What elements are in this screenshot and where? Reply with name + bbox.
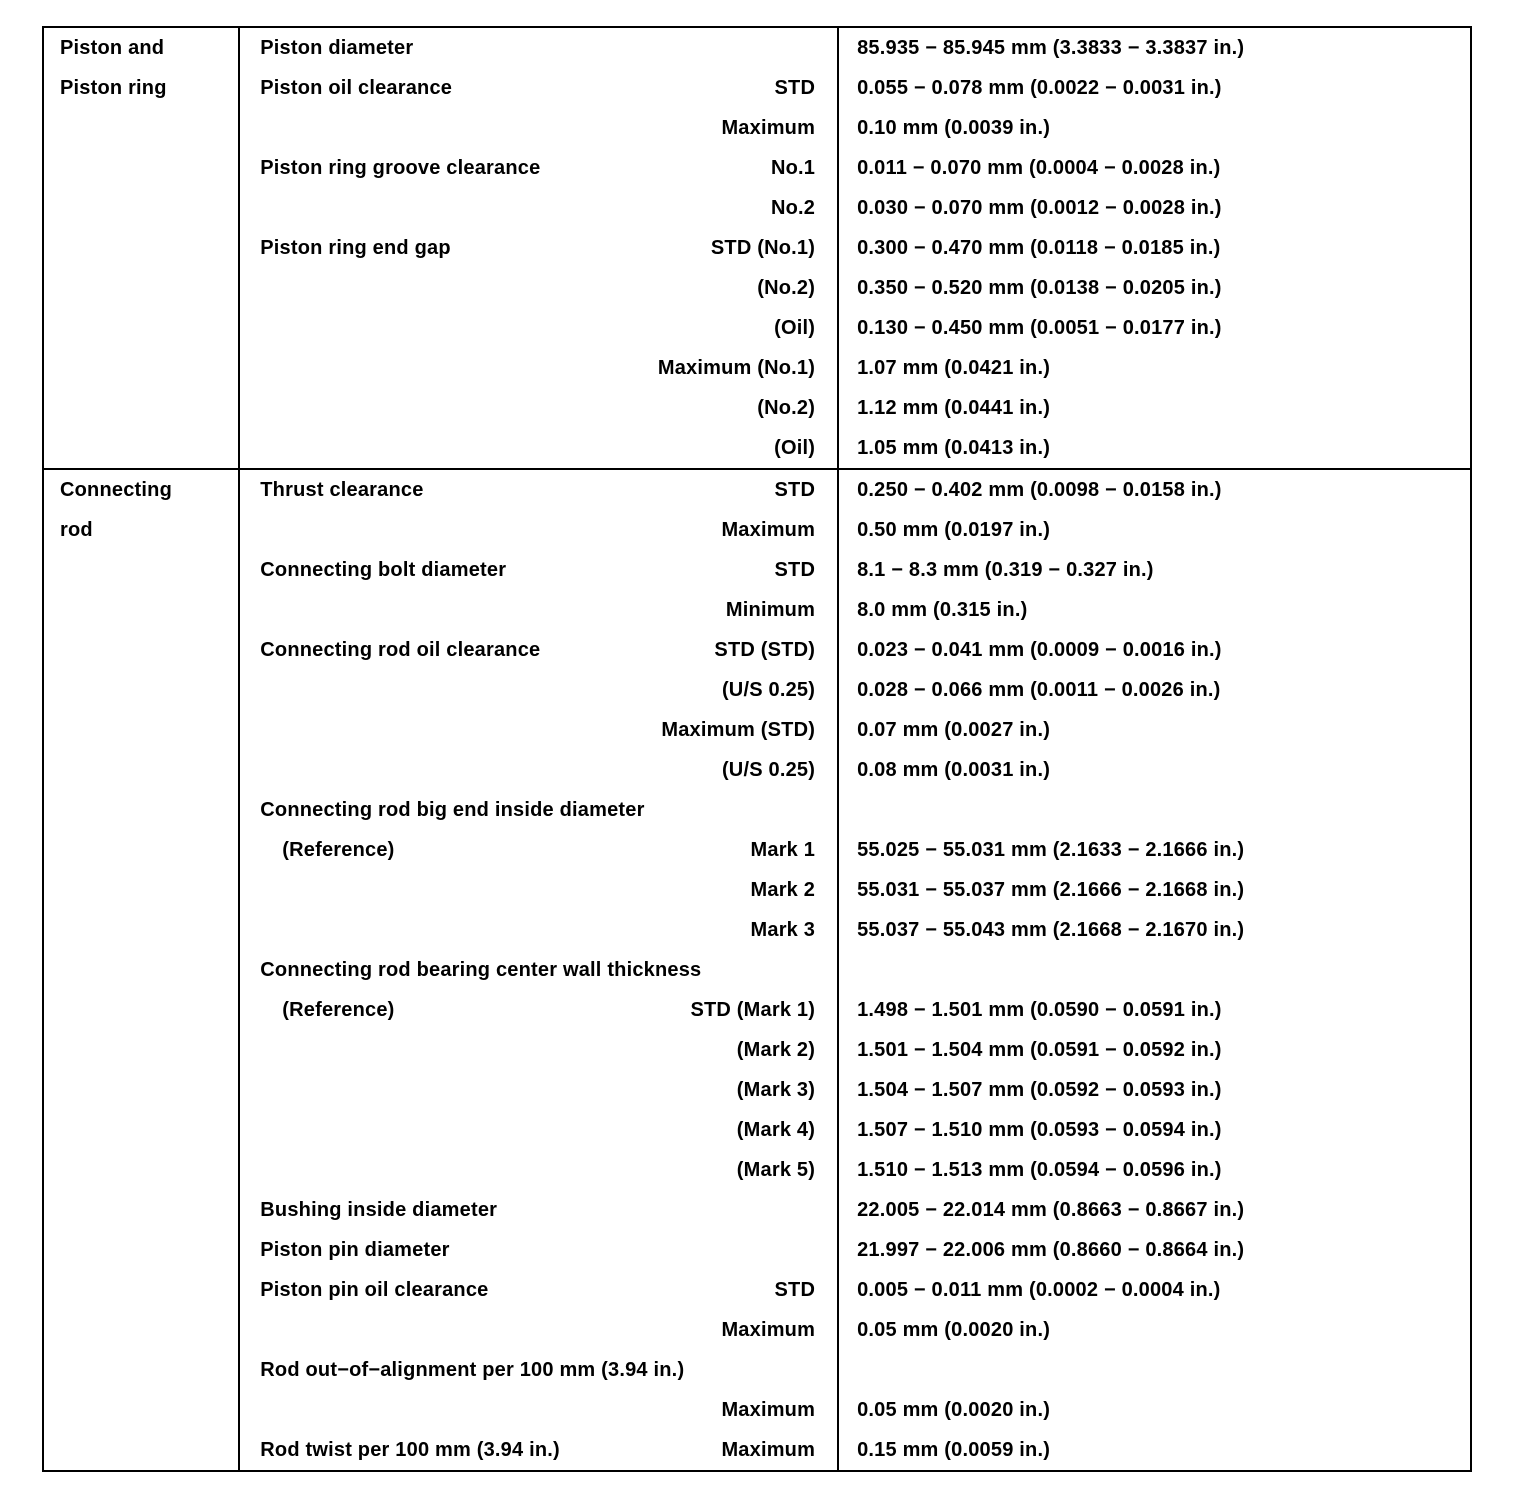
item-cell xyxy=(239,1150,838,1190)
item-cell xyxy=(239,1430,838,1471)
table-row xyxy=(43,108,1471,148)
spec-condition: Minimum xyxy=(725,599,816,621)
section-cell xyxy=(43,308,239,348)
section-cell xyxy=(43,1390,239,1430)
value-cell xyxy=(838,428,1471,469)
spec-value: 0.15 mm (0.0059 in.) xyxy=(857,1439,1051,1461)
section-cell xyxy=(43,1190,239,1230)
spec-value: 0.300 − 0.470 mm (0.0118 − 0.0185 in.) xyxy=(857,237,1221,259)
value-cell xyxy=(838,710,1471,750)
table-row xyxy=(43,1310,1471,1350)
spec-condition: (Mark 2) xyxy=(736,1039,816,1061)
table-row xyxy=(43,1390,1471,1430)
spec-value xyxy=(839,1350,1470,1390)
table-row xyxy=(43,590,1471,630)
section-cell xyxy=(43,710,239,750)
spec-condition: (U/S 0.25) xyxy=(721,759,816,781)
spec-table xyxy=(42,26,1472,1472)
table-row xyxy=(43,510,1471,550)
section-cell xyxy=(43,670,239,710)
item-cell xyxy=(239,1070,838,1110)
value-cell xyxy=(838,1190,1471,1230)
table-row xyxy=(43,750,1471,790)
table-row xyxy=(43,1190,1471,1230)
table-row xyxy=(43,308,1471,348)
value-cell xyxy=(838,510,1471,550)
spec-item-label: Connecting rod big end inside diameter xyxy=(260,799,645,821)
spec-condition: STD xyxy=(774,1279,816,1301)
item-cell xyxy=(239,510,838,550)
table-row xyxy=(43,388,1471,428)
spec-condition: Maximum xyxy=(721,1319,816,1341)
value-cell xyxy=(838,148,1471,188)
item-cell xyxy=(239,670,838,710)
value-cell xyxy=(838,790,1471,830)
spec-condition: (Oil) xyxy=(774,437,816,459)
item-cell xyxy=(239,910,838,950)
value-cell xyxy=(838,990,1471,1030)
table-row xyxy=(43,870,1471,910)
item-cell xyxy=(239,1310,838,1350)
spec-condition: (No.2) xyxy=(757,397,816,419)
table-row xyxy=(43,630,1471,670)
section-cell xyxy=(43,348,239,388)
spec-item-label: Piston ring groove clearance xyxy=(260,157,541,179)
item-cell xyxy=(239,228,838,268)
item-cell xyxy=(239,550,838,590)
value-cell xyxy=(838,1310,1471,1350)
spec-value: 0.005 − 0.011 mm (0.0002 − 0.0004 in.) xyxy=(857,1279,1221,1301)
table-row xyxy=(43,990,1471,1030)
spec-condition: (Oil) xyxy=(774,317,816,339)
table-row xyxy=(43,1030,1471,1070)
value-cell xyxy=(838,188,1471,228)
item-cell xyxy=(239,1270,838,1310)
section-cell xyxy=(43,188,239,228)
item-cell xyxy=(239,27,838,68)
value-cell xyxy=(838,1110,1471,1150)
table-row xyxy=(43,348,1471,388)
spec-condition: Maximum xyxy=(721,1439,816,1461)
item-cell xyxy=(239,148,838,188)
table-row xyxy=(43,1350,1471,1390)
spec-condition: Maximum xyxy=(721,1399,816,1421)
spec-condition: Mark 3 xyxy=(750,919,816,941)
spec-value: 0.05 mm (0.0020 in.) xyxy=(857,1319,1051,1341)
item-cell xyxy=(239,1350,838,1390)
value-cell xyxy=(838,950,1471,990)
table-row xyxy=(43,148,1471,188)
item-cell xyxy=(239,750,838,790)
table-row xyxy=(43,1150,1471,1190)
spec-condition: (Mark 3) xyxy=(736,1079,816,1101)
spec-condition: STD (STD) xyxy=(714,639,816,661)
value-cell xyxy=(838,348,1471,388)
spec-condition: (No.2) xyxy=(757,277,816,299)
section-cell xyxy=(43,1070,239,1110)
spec-item-label: Rod twist per 100 mm (3.94 in.) xyxy=(260,1439,560,1461)
item-cell xyxy=(239,590,838,630)
value-cell xyxy=(838,670,1471,710)
spec-value: 0.250 − 0.402 mm (0.0098 − 0.0158 in.) xyxy=(857,479,1222,501)
spec-condition: STD (No.1) xyxy=(710,237,816,259)
table-row xyxy=(43,228,1471,268)
spec-condition: Maximum (No.1) xyxy=(657,357,816,379)
item-cell xyxy=(239,1190,838,1230)
spec-value: 55.037 − 55.043 mm (2.1668 − 2.1670 in.) xyxy=(857,919,1245,941)
section-cell xyxy=(43,108,239,148)
value-cell xyxy=(838,590,1471,630)
spec-value: 0.028 − 0.066 mm (0.0011 − 0.0026 in.) xyxy=(857,679,1221,701)
spec-value: 0.10 mm (0.0039 in.) xyxy=(857,117,1051,139)
value-cell xyxy=(838,750,1471,790)
item-cell xyxy=(239,870,838,910)
table-row xyxy=(43,469,1471,510)
item-cell xyxy=(239,1110,838,1150)
value-cell xyxy=(838,870,1471,910)
section-cell xyxy=(43,1270,239,1310)
spec-value: 0.023 − 0.041 mm (0.0009 − 0.0016 in.) xyxy=(857,639,1222,661)
value-cell xyxy=(838,1270,1471,1310)
spec-value: 8.1 − 8.3 mm (0.319 − 0.327 in.) xyxy=(857,559,1154,581)
spec-value: 0.50 mm (0.0197 in.) xyxy=(857,519,1051,541)
section-cell xyxy=(43,1110,239,1150)
value-cell xyxy=(838,910,1471,950)
section-cell xyxy=(43,1310,239,1350)
spec-value: 1.07 mm (0.0421 in.) xyxy=(857,357,1051,379)
table-row xyxy=(43,950,1471,990)
value-cell xyxy=(838,308,1471,348)
spec-condition: Maximum xyxy=(721,519,816,541)
item-cell xyxy=(239,388,838,428)
section-cell xyxy=(43,1230,239,1270)
table-row xyxy=(43,830,1471,870)
section-cell xyxy=(43,1030,239,1070)
table-row xyxy=(43,188,1471,228)
table-row xyxy=(43,790,1471,830)
item-cell xyxy=(239,188,838,228)
item-cell xyxy=(239,108,838,148)
spec-item-label: (Reference) xyxy=(282,839,395,861)
spec-condition: Mark 2 xyxy=(750,879,816,901)
section-cell xyxy=(43,1150,239,1190)
item-cell xyxy=(239,630,838,670)
spec-item-label: Piston oil clearance xyxy=(260,77,453,99)
spec-condition: Maximum (STD) xyxy=(661,719,816,741)
spec-value: 0.011 − 0.070 mm (0.0004 − 0.0028 in.) xyxy=(857,157,1221,179)
spec-value: 22.005 − 22.014 mm (0.8663 − 0.8667 in.) xyxy=(857,1199,1245,1221)
value-cell xyxy=(838,1430,1471,1471)
spec-value: 0.130 − 0.450 mm (0.0051 − 0.0177 in.) xyxy=(857,317,1222,339)
table-row xyxy=(43,1110,1471,1150)
spec-value: 0.07 mm (0.0027 in.) xyxy=(857,719,1051,741)
spec-value: 1.05 mm (0.0413 in.) xyxy=(857,437,1051,459)
spec-condition: (Mark 5) xyxy=(736,1159,816,1181)
spec-value: 1.501 − 1.504 mm (0.0591 − 0.0592 in.) xyxy=(857,1039,1222,1061)
section-cell xyxy=(43,630,239,670)
item-cell xyxy=(239,428,838,469)
spec-value: 0.05 mm (0.0020 in.) xyxy=(857,1399,1051,1421)
section-cell xyxy=(43,228,239,268)
item-cell xyxy=(239,1390,838,1430)
spec-value: 1.12 mm (0.0441 in.) xyxy=(857,397,1051,419)
spec-item-label: Piston pin oil clearance xyxy=(260,1279,489,1301)
item-cell xyxy=(239,710,838,750)
spec-condition: STD (Mark 1) xyxy=(690,999,816,1021)
section-cell xyxy=(43,510,239,550)
value-cell xyxy=(838,1390,1471,1430)
item-cell xyxy=(239,990,838,1030)
table-row xyxy=(43,428,1471,469)
spec-value: 1.504 − 1.507 mm (0.0592 − 0.0593 in.) xyxy=(857,1079,1222,1101)
item-cell xyxy=(239,68,838,108)
value-cell xyxy=(838,1030,1471,1070)
section-cell xyxy=(43,27,239,68)
table-row xyxy=(43,550,1471,590)
spec-item-label: Connecting bolt diameter xyxy=(260,559,507,581)
table-row xyxy=(43,670,1471,710)
value-cell xyxy=(838,1230,1471,1270)
spec-table-body xyxy=(43,27,1471,1471)
value-cell xyxy=(838,630,1471,670)
table-row xyxy=(43,1270,1471,1310)
spec-item-label: (Reference) xyxy=(282,999,395,1021)
section-cell xyxy=(43,268,239,308)
section-cell xyxy=(43,68,239,108)
spec-condition: (U/S 0.25) xyxy=(721,679,816,701)
value-cell xyxy=(838,550,1471,590)
item-cell xyxy=(239,1030,838,1070)
value-cell xyxy=(838,228,1471,268)
item-cell xyxy=(239,469,838,510)
value-cell xyxy=(838,268,1471,308)
table-row xyxy=(43,1230,1471,1270)
table-row xyxy=(43,268,1471,308)
table-row xyxy=(43,27,1471,68)
spec-item-label: Connecting rod bearing center wall thickness xyxy=(260,959,702,981)
section-cell xyxy=(43,1430,239,1471)
section-name: Piston and xyxy=(60,37,165,59)
section-cell xyxy=(43,148,239,188)
item-cell xyxy=(239,348,838,388)
spec-value xyxy=(839,950,1470,990)
spec-item-label: Piston ring end gap xyxy=(260,237,451,259)
section-cell xyxy=(43,830,239,870)
value-cell xyxy=(838,1350,1471,1390)
section-cell xyxy=(43,910,239,950)
spec-item-label: Piston diameter xyxy=(260,37,414,59)
spec-value: 0.08 mm (0.0031 in.) xyxy=(857,759,1051,781)
value-cell xyxy=(838,1150,1471,1190)
spec-value xyxy=(839,790,1470,830)
item-cell xyxy=(239,268,838,308)
spec-condition: STD xyxy=(774,77,816,99)
section-cell xyxy=(43,428,239,469)
value-cell xyxy=(838,388,1471,428)
section-cell xyxy=(43,990,239,1030)
spec-condition: Mark 1 xyxy=(750,839,816,861)
section-cell xyxy=(43,950,239,990)
spec-value: 21.997 − 22.006 mm (0.8660 − 0.8664 in.) xyxy=(857,1239,1245,1261)
value-cell xyxy=(838,27,1471,68)
item-cell xyxy=(239,830,838,870)
spec-condition: No.2 xyxy=(770,197,816,219)
spec-item-label: Thrust clearance xyxy=(260,479,424,501)
item-cell xyxy=(239,308,838,348)
table-row xyxy=(43,68,1471,108)
section-cell xyxy=(43,550,239,590)
section-cell xyxy=(43,750,239,790)
section-cell xyxy=(43,1350,239,1390)
spec-value: 55.025 − 55.031 mm (2.1633 − 2.1666 in.) xyxy=(857,839,1245,861)
value-cell xyxy=(838,830,1471,870)
spec-condition: No.1 xyxy=(770,157,816,179)
section-name: Connecting xyxy=(60,479,172,501)
spec-condition: STD xyxy=(774,559,816,581)
value-cell xyxy=(838,469,1471,510)
spec-condition: Maximum xyxy=(721,117,816,139)
spec-item-label: Rod out−of−alignment per 100 mm (3.94 in.) xyxy=(260,1359,685,1381)
item-cell xyxy=(239,950,838,990)
spec-value: 1.498 − 1.501 mm (0.0590 − 0.0591 in.) xyxy=(857,999,1222,1021)
section-name: rod xyxy=(60,519,93,541)
value-cell xyxy=(838,108,1471,148)
section-name: Piston ring xyxy=(60,77,167,99)
spec-value: 1.507 − 1.510 mm (0.0593 − 0.0594 in.) xyxy=(857,1119,1222,1141)
section-cell xyxy=(43,388,239,428)
table-row xyxy=(43,710,1471,750)
spec-value: 0.055 − 0.078 mm (0.0022 − 0.0031 in.) xyxy=(857,77,1222,99)
table-row xyxy=(43,1070,1471,1110)
spec-item-label: Piston pin diameter xyxy=(260,1239,450,1261)
section-cell xyxy=(43,469,239,510)
spec-item-label: Bushing inside diameter xyxy=(260,1199,498,1221)
section-cell xyxy=(43,870,239,910)
spec-value: 0.030 − 0.070 mm (0.0012 − 0.0028 in.) xyxy=(857,197,1222,219)
spec-condition: (Mark 4) xyxy=(736,1119,816,1141)
spec-value: 85.935 − 85.945 mm (3.3833 − 3.3837 in.) xyxy=(857,37,1245,59)
spec-value: 8.0 mm (0.315 in.) xyxy=(857,599,1028,621)
section-cell xyxy=(43,590,239,630)
table-row xyxy=(43,910,1471,950)
spec-value: 55.031 − 55.037 mm (2.1666 − 2.1668 in.) xyxy=(857,879,1245,901)
spec-value: 0.350 − 0.520 mm (0.0138 − 0.0205 in.) xyxy=(857,277,1222,299)
spec-value: 1.510 − 1.513 mm (0.0594 − 0.0596 in.) xyxy=(857,1159,1222,1181)
item-cell xyxy=(239,790,838,830)
spec-condition: STD xyxy=(774,479,816,501)
value-cell xyxy=(838,68,1471,108)
section-cell xyxy=(43,790,239,830)
value-cell xyxy=(838,1070,1471,1110)
spec-item-label: Connecting rod oil clearance xyxy=(260,639,541,661)
table-row xyxy=(43,1430,1471,1471)
item-cell xyxy=(239,1230,838,1270)
